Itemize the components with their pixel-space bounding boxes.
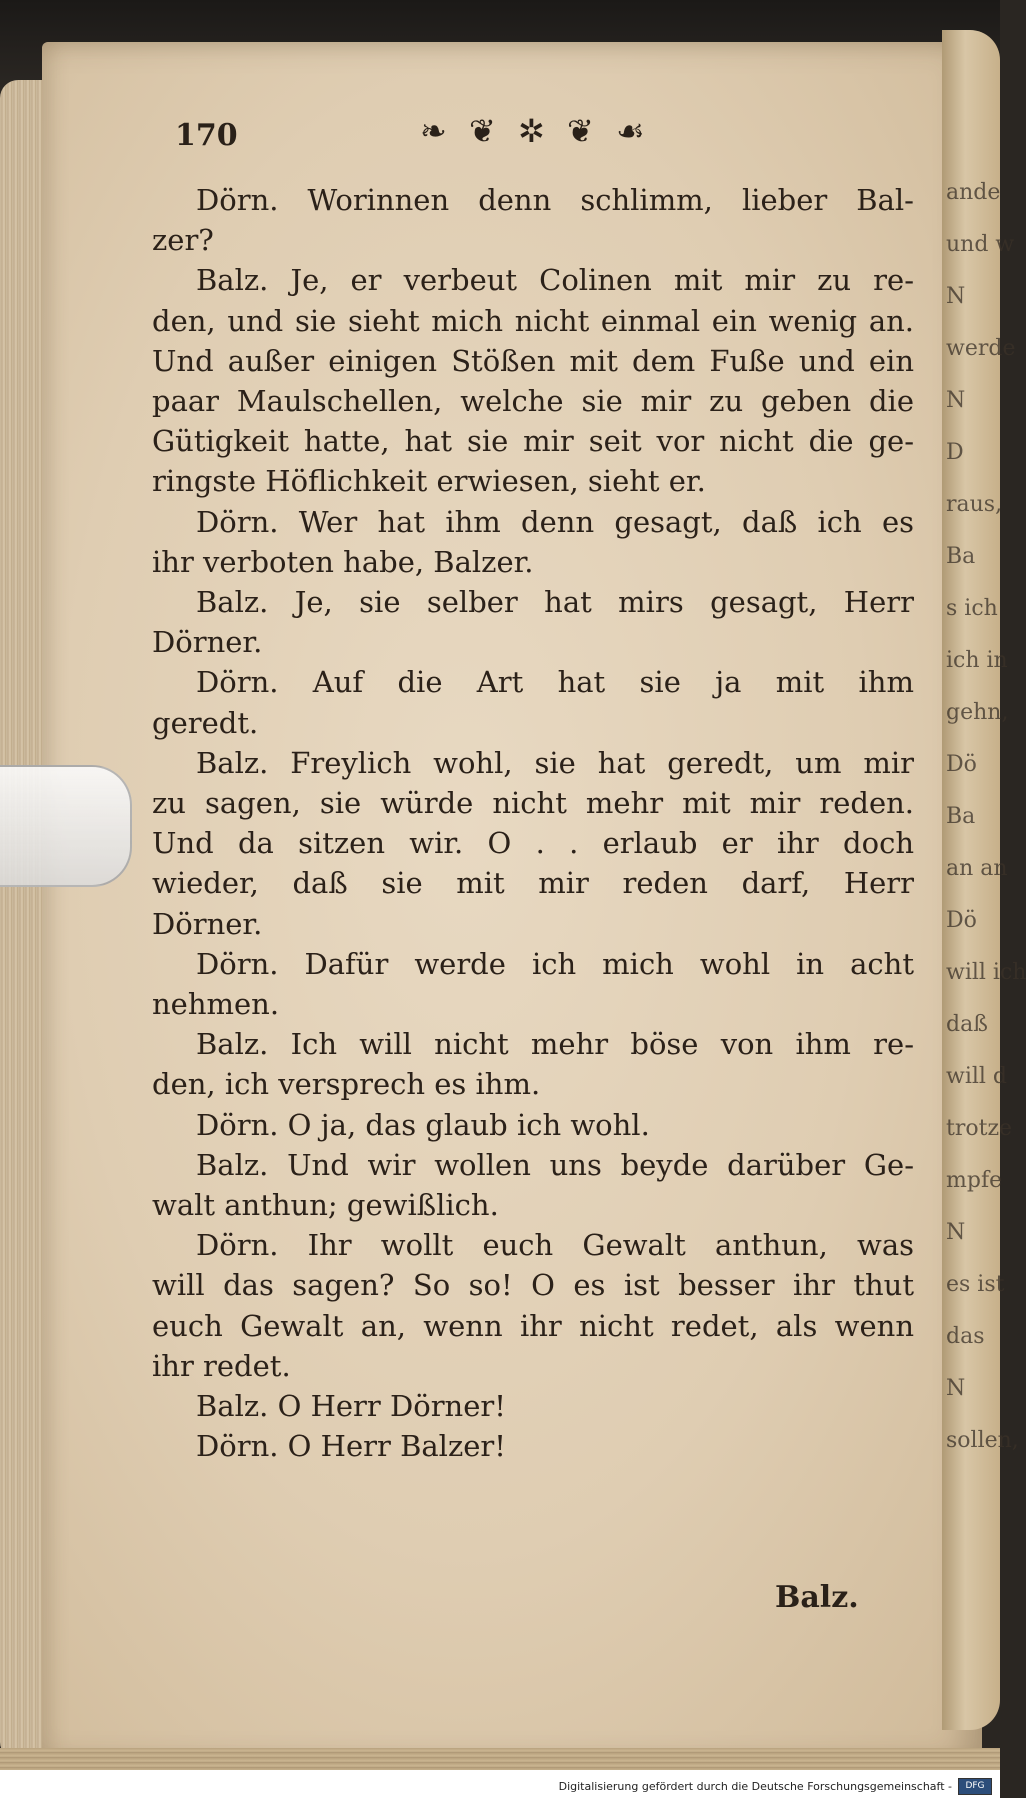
text-line: ihr redet. [152, 1348, 291, 1383]
text-line: zu sagen, sie würde nicht mehr mit mir reden. [152, 786, 914, 821]
dfg-logo: DFG [958, 1778, 992, 1795]
text-line: Balz. Und wir wollen uns beyde darüber Ge- [196, 1147, 914, 1182]
text-line: Balz. Je, sie selber hat mirs gesagt, Herr [196, 585, 914, 620]
page-edges-bottom [0, 1748, 1000, 1770]
text-line: Balz. O Herr Dörner! [196, 1389, 506, 1424]
text-line: zer? [152, 223, 214, 258]
text-line: Dörn. Worinnen denn schlimm, lieber Bal- [196, 183, 914, 217]
text-line: paar Maulschellen, welche sie mir zu geben die [152, 384, 914, 419]
text-line: Dörn. O ja, das glaub ich wohl. [196, 1107, 650, 1142]
facing-page-fragment: N [946, 284, 966, 309]
facing-page-fragment: raus, [946, 492, 1003, 517]
text-line: Dörner. [152, 625, 263, 660]
facing-page-fragment: sollen, [946, 1428, 1019, 1453]
facing-page-fragment: trotze [946, 1116, 1013, 1141]
text-line: Dörn. O Herr Balzer! [196, 1429, 506, 1464]
text-block [152, 180, 914, 1467]
text-line: euch Gewalt an, wenn ihr nicht redet, als wenn [152, 1308, 914, 1343]
text-line: ringste Höflichkeit erwiesen, sieht er. [152, 464, 706, 499]
facing-page-fragment: Ba [946, 804, 976, 829]
facing-page-fragment: das [946, 1324, 985, 1349]
text-line: Dörner. [152, 906, 263, 941]
text-line: nehmen. [152, 987, 280, 1022]
text-line: den, und sie sieht mich nicht einmal ein wenig an. [152, 303, 914, 338]
text-line: geredt. [152, 705, 259, 740]
header-ornament: ❧ ❦ ✲ ❦ ☙ [420, 112, 651, 150]
facing-page-fragment: mpfe [946, 1168, 1003, 1193]
facing-page-fragment: s ich [946, 596, 998, 621]
facing-page-fragment: es ist [946, 1272, 1005, 1297]
footer-credit: Digitalisierung gefördert durch die Deutsche Forschungsgemeinschaft - [558, 1780, 952, 1793]
text-line: Dörn. Wer hat ihm denn gesagt, daß ich es [196, 504, 914, 539]
page-number: 170 [175, 118, 238, 153]
text-line: wieder, daß sie mit mir reden darf, Herr [152, 866, 914, 901]
text-line: Gütigkeit hatte, hat sie mir seit vor nicht die ge- [152, 424, 914, 459]
text-line: will das sagen? So so! O es ist besser ihr thut [152, 1268, 914, 1303]
text-line: ihr verboten habe, Balzer. [152, 544, 534, 579]
facing-page-fragment: Dö [946, 908, 977, 933]
facing-page-fragment: D [946, 440, 964, 465]
facing-page-strip [942, 30, 1026, 1730]
facing-page-fragment: gehn, [946, 700, 1009, 725]
text-line: Balz. Je, er verbeut Colinen mit mir zu re- [196, 263, 914, 298]
text-line: Und außer einigen Stößen mit dem Fuße und ein [152, 343, 914, 378]
facing-page-fragment: N [946, 388, 966, 413]
facing-page-fragment: Ba [946, 544, 976, 569]
facing-page-fragment: ande [946, 180, 1001, 205]
facing-page-fragment: werde [946, 336, 1016, 361]
facing-page-fragment: N [946, 1220, 966, 1245]
text-line: Balz. Freylich wohl, sie hat geredt, um mir [196, 745, 914, 780]
facing-page-fragment: daß [946, 1012, 988, 1037]
facing-page-fragment: N [946, 1376, 966, 1401]
facing-page-fragment: Dö [946, 752, 977, 777]
text-line: walt anthun; gewißlich. [152, 1188, 499, 1223]
catchword: Balz. [775, 1580, 859, 1615]
text-line: Dörn. Ihr wollt euch Gewalt anthun, was [196, 1228, 914, 1263]
text-line: Und da sitzen wir. O . . erlaub er ihr doch [152, 826, 914, 861]
facing-page-fragment: ich in [946, 648, 1008, 673]
text-line: Dörn. Dafür werde ich mich wohl in acht [196, 946, 914, 981]
facing-page-fragment: will d [946, 1064, 1008, 1089]
text-line: Balz. Ich will nicht mehr böse von ihm re- [196, 1027, 914, 1062]
facing-page-fragment: an an [946, 856, 1008, 881]
facing-page-fragment: und w [946, 232, 1015, 257]
facing-page-fragment: will ich [946, 960, 1026, 985]
text-line: Dörn. Auf die Art hat sie ja mit ihm [196, 665, 914, 700]
bookmark-tab [0, 765, 132, 887]
text-line: den, ich versprech es ihm. [152, 1067, 541, 1102]
